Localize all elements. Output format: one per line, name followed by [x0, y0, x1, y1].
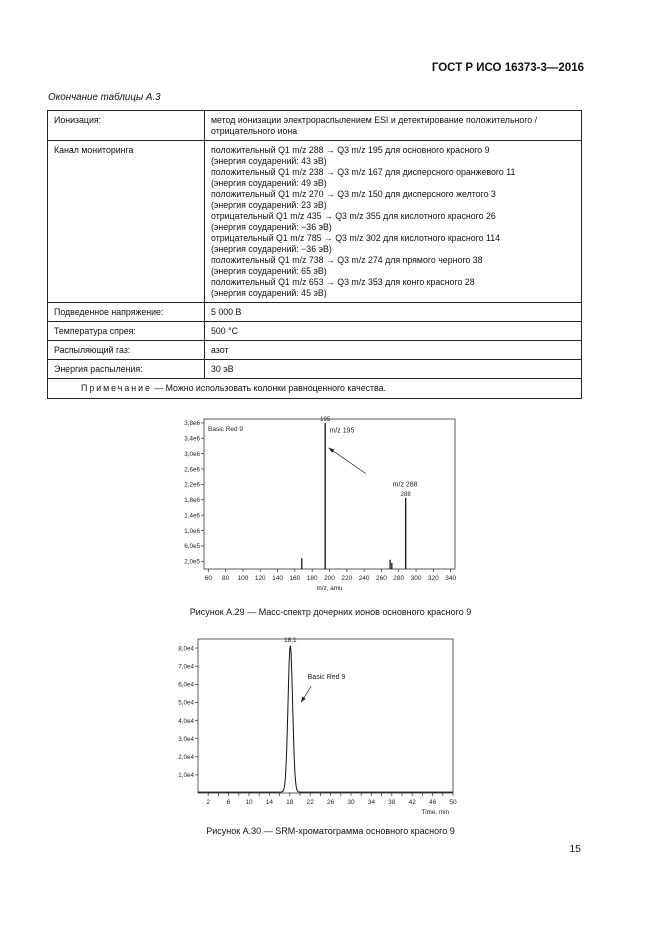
page-number: 15 [569, 843, 581, 855]
annotation-mz195: m/z 195 [329, 427, 355, 435]
x-axis-label: Time, min [421, 809, 449, 816]
mass-spectrum-chart [170, 414, 470, 596]
x-axis-label: m/z, amu [316, 585, 343, 592]
table-caption: Окончание таблицы А.3 [48, 92, 161, 103]
x-tick-label: 100 [237, 575, 249, 582]
x-tick-label: 10 [245, 799, 253, 806]
table-note-row [48, 379, 582, 399]
row-value-line: 500 °C [211, 326, 238, 336]
x-tick-label: 42 [408, 799, 416, 806]
row-value [205, 111, 582, 141]
x-tick-label: 160 [289, 575, 301, 582]
chart-title: Basic Red 9 [208, 426, 244, 433]
x-tick-label: 260 [376, 575, 387, 582]
row-label: Распыляющий газ: [48, 341, 205, 360]
y-tick-label: 3,0e6 [184, 450, 200, 458]
y-tick-label: 2,2e6 [184, 481, 200, 489]
row-value [205, 341, 582, 360]
x-tick-label: 320 [427, 575, 439, 582]
standard-header: ГОСТ Р ИСО 16373-3—2016 [431, 62, 584, 74]
row-value-line: отрицательного иона [211, 126, 298, 136]
row-value [205, 141, 582, 303]
x-tick-label: 30 [347, 799, 355, 806]
row-value-line: положительный Q1 m/z 238 → Q3 m/z 167 для дисперсного оранжевого 11 [211, 167, 516, 177]
x-tick-label: 300 [410, 575, 422, 582]
y-tick-label: 2,0e5 [184, 558, 200, 566]
y-tick-label: 3,8e6 [184, 420, 200, 428]
row-value-line: азот [211, 345, 229, 355]
x-tick-label: 60 [204, 575, 212, 582]
table-row [48, 322, 582, 341]
y-tick-label: 3,4e6 [184, 435, 200, 443]
x-tick-label: 220 [341, 575, 353, 582]
row-value-line: (энергия соударений: 49 эВ) [211, 178, 327, 188]
row-label: Подведенное напряжение: [48, 303, 205, 322]
peak-label: 18,1 [283, 637, 297, 645]
y-tick-label: 1,0e4 [178, 772, 194, 780]
x-tick-label: 140 [272, 575, 283, 582]
row-value-line: (энергия соударений: 45 эВ) [211, 288, 327, 298]
x-tick-label: 6 [226, 799, 231, 806]
row-value-line: (энергия соударений: 65 эВ) [211, 266, 327, 276]
annotation-arrow-head [301, 697, 306, 703]
row-value-line: 5 000 В [211, 307, 242, 317]
row-label: Канал мониторинга [48, 141, 205, 303]
peak-label: 195 [320, 416, 331, 423]
row-value-line: (энергия соударений: −36 эВ) [211, 244, 332, 254]
srm-chromatogram-chart [166, 634, 466, 818]
x-tick-label: 26 [326, 799, 335, 806]
table-row [48, 141, 582, 303]
y-tick-label: 2,0e4 [178, 754, 194, 762]
row-label: Температура спрея: [48, 322, 205, 341]
row-value-line: 30 эВ [211, 364, 234, 374]
chromatogram-trace [198, 646, 453, 793]
annotation-arrow-line [329, 448, 366, 474]
row-label: Энергия распыления: [48, 360, 205, 379]
table-row [48, 111, 582, 141]
figure-29-caption: Рисунок А.29 — Масс-спектр дочерних ионов основного красного 9 [189, 607, 472, 617]
row-value-line: (энергия соударений: −36 эВ) [211, 222, 332, 232]
x-tick-label: 50 [449, 799, 457, 806]
row-value [205, 322, 582, 341]
row-value-line: положительный Q1 m/z 288 → Q3 m/z 195 для основного красного 9 [211, 145, 490, 155]
x-tick-label: 280 [393, 575, 405, 582]
annotation-basic-red-9: Basic Red 9 [307, 673, 346, 681]
y-tick-label: 6,0e5 [184, 543, 200, 551]
x-tick-label: 240 [358, 575, 370, 582]
x-tick-label: 22 [306, 799, 314, 806]
row-value-line: (энергия соударений: 23 эВ) [211, 200, 327, 210]
row-value-line: (энергия соударений: 43 эВ) [211, 156, 327, 166]
x-tick-label: 180 [306, 575, 318, 582]
table-row [48, 303, 582, 322]
x-tick-label: 200 [324, 575, 335, 582]
plot-frame [198, 639, 453, 793]
row-label: Ионизация: [48, 111, 205, 141]
x-tick-label: 38 [388, 799, 396, 806]
row-value [205, 303, 582, 322]
x-tick-label: 340 [445, 575, 457, 582]
x-tick-label: 46 [428, 799, 437, 806]
table-row [48, 360, 582, 379]
row-value-line: положительный Q1 m/z 270 → Q3 m/z 150 для дисперсного желтого 3 [211, 189, 496, 199]
y-tick-label: 1,4e6 [184, 512, 200, 520]
annotation-arrow-head [329, 448, 335, 453]
x-tick-label: 120 [254, 575, 266, 582]
y-tick-label: 7,0e4 [178, 663, 194, 671]
x-tick-label: 34 [367, 799, 376, 806]
y-tick-label: 1,0e6 [184, 527, 200, 535]
y-tick-label: 6,0e4 [178, 681, 194, 689]
note-label: Примечание [81, 383, 152, 393]
peak-label: 288 [400, 491, 411, 498]
row-value-line: положительный Q1 m/z 653 → Q3 m/z 353 для конго красного 28 [211, 277, 475, 287]
row-value-line: отрицательный Q1 m/z 435 → Q3 m/z 355 для кислотного красного 26 [211, 211, 496, 221]
specs-table [47, 110, 582, 399]
row-value-line: метод ионизации электрораспылением ESI и детектирование положительного / [211, 115, 538, 125]
y-tick-label: 1,8e6 [184, 497, 200, 505]
y-tick-label: 8,0e4 [178, 645, 194, 653]
note-text: — Можно использовать колонки равноценного качества. [151, 383, 386, 393]
x-tick-label: 80 [222, 575, 230, 582]
x-tick-label: 18 [286, 799, 294, 806]
y-tick-label: 3,0e4 [178, 735, 194, 743]
x-tick-label: 2 [206, 799, 211, 806]
table-row [48, 341, 582, 360]
annotation-mz288: m/z 288 [392, 481, 418, 489]
y-tick-label: 4,0e4 [178, 717, 194, 725]
x-tick-label: 14 [265, 799, 274, 806]
row-value [205, 360, 582, 379]
y-tick-label: 5,0e4 [178, 699, 194, 707]
figure-30-caption: Рисунок А.30 — SRM-хроматограмма основного красного 9 [206, 826, 455, 836]
plot-frame [204, 416, 455, 569]
y-tick-label: 2,6e6 [184, 466, 200, 474]
row-value-line: положительный Q1 m/z 738 → Q3 m/z 274 для прямого черного 38 [211, 255, 483, 265]
row-value-line: отрицательный Q1 m/z 785 → Q3 m/z 302 для кислотного красного 114 [211, 233, 500, 243]
